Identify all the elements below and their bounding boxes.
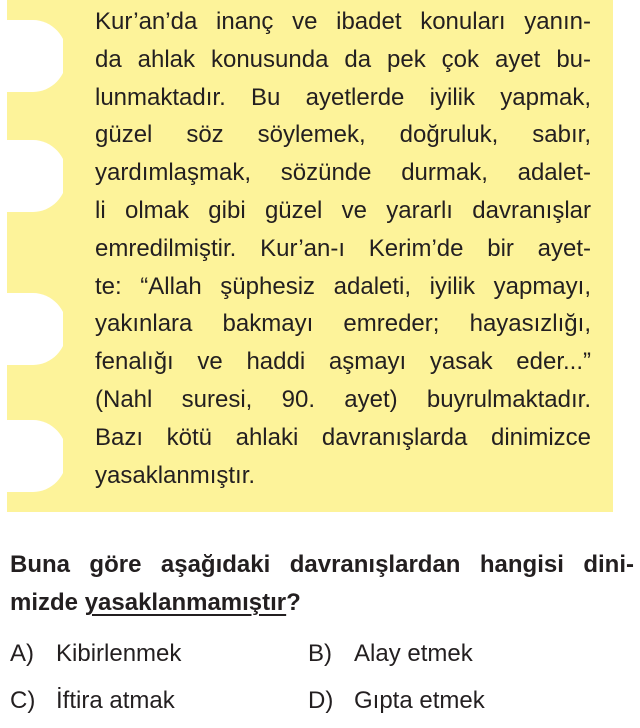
passage-line: yakınlara bakmayı emreder; hayasızlığı, (95, 310, 591, 338)
passage-text (95, 3, 591, 494)
option-d[interactable] (308, 686, 485, 716)
passage-line: Bazı kötü ahlaki davranışlarda dinimizce (95, 423, 591, 451)
option-text: İftira atmak (56, 687, 175, 714)
passage-line: (Nahl suresi, 90. ayet) buyrulmaktadır. (95, 385, 591, 413)
option-text: Gıpta etmek (354, 687, 485, 714)
passage-line: lunmaktadır. Bu ayetlerde iyilik yapmak, (95, 83, 591, 111)
passage-line: fenalığı ve haddi aşmayı yasak eder...” (95, 348, 591, 376)
option-text: Kibirlenmek (56, 640, 182, 667)
option-a[interactable] (10, 639, 181, 669)
passage-line: Kur’an’da inanç ve ibadet konuları yanın- (95, 8, 591, 35)
option-letter: B) (308, 640, 332, 667)
option-letter: A) (10, 640, 34, 667)
binder-tab-decoration (7, 20, 63, 92)
passage-card (7, 0, 613, 512)
question-line (10, 584, 634, 622)
passage-line: yardımlaşmak, sözünde durmak, adalet- (95, 159, 591, 187)
passage-line: li olmak gibi güzel ve yararlı davranışlar (95, 196, 591, 224)
binder-tab-decoration (7, 293, 63, 365)
passage-line: yasaklanmıştır. (95, 461, 256, 489)
binder-tab-decoration (7, 140, 63, 212)
option-letter: C) (10, 687, 36, 714)
question-stem (10, 546, 634, 622)
question-mark: ? (286, 589, 301, 616)
option-text: Alay etmek (354, 640, 473, 667)
question-text: mizde (10, 589, 85, 616)
question-keyword: yasaklanmamıştır (84, 589, 287, 616)
passage-line: emredilmiştir. Kur’an-ı Kerim’de bir ayet- (95, 234, 591, 262)
passage-line: da ahlak konusunda da pek çok ayet bu- (95, 45, 591, 73)
option-letter: D) (308, 687, 334, 714)
option-b[interactable] (308, 639, 473, 669)
question-line: Buna göre aşağıdaki davranışlardan hangisi dini- (10, 551, 634, 578)
passage-line: te: “Allah şüphesiz adaleti, iyilik yapmayı, (95, 272, 591, 300)
binder-tab-decoration (7, 420, 63, 492)
option-c[interactable] (10, 686, 175, 716)
passage-line: güzel söz söylemek, doğruluk, sabır, (95, 121, 591, 149)
